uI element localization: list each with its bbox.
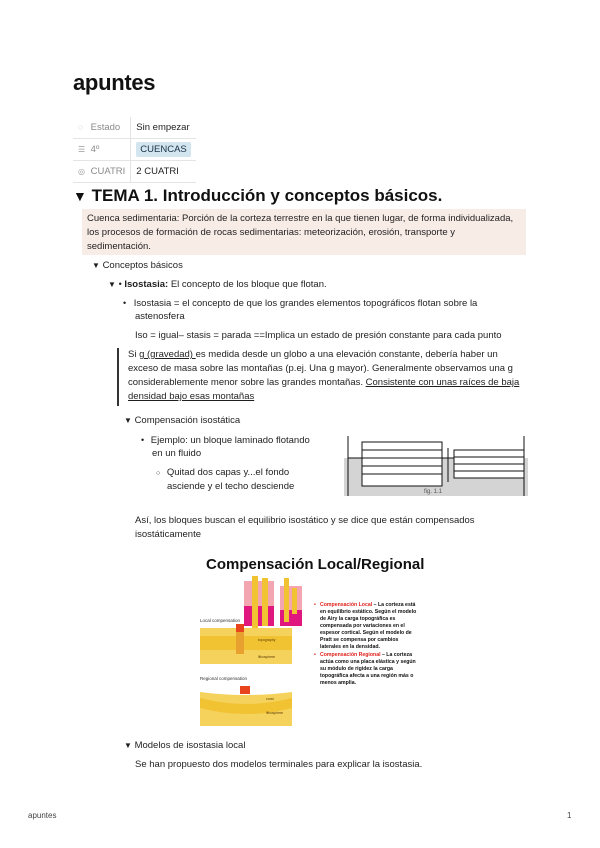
toggle-modelos[interactable]: [124, 739, 245, 753]
list-text: asciende y el techo desciende: [167, 481, 295, 492]
toggle-triangle-icon[interactable]: ▼: [92, 261, 100, 270]
property-tag: CUENCAS: [136, 142, 190, 157]
list-item: [156, 466, 289, 481]
list-text: Quitad dos capas y...el fondo: [166, 467, 290, 478]
page-number: 1: [567, 811, 572, 820]
laminated-block: [362, 442, 442, 486]
bullet-line: – La corteza: [380, 652, 412, 658]
page-title: apuntes: [73, 70, 156, 95]
toggle-triangle-icon[interactable]: ▼: [108, 280, 116, 289]
bullet-line: topográfica afecta a una región más o: [320, 673, 414, 679]
list-item: [123, 296, 477, 311]
quote-underline: g (gravedad): [139, 349, 196, 360]
bullet-line: espesor cortical. Según el modelo de: [320, 630, 412, 636]
term-description: El concepto de los bloque que flotan.: [168, 279, 327, 290]
list-text: astenosfera: [135, 311, 185, 322]
floating-block-diagram: [344, 436, 528, 496]
callout-line: Cuenca sedimentaria: Porción de la corteza terrestre en la que tienen lugar, de forma individualizada,: [87, 213, 514, 224]
term-bold: Isostasia:: [124, 279, 169, 290]
bullet-line: menos amplia.: [320, 680, 357, 686]
layer-label: crust: [266, 697, 274, 701]
status-icon: ◌: [78, 123, 83, 132]
diagram-caption: fig. 1.1: [424, 489, 443, 495]
layer-label: topography: [258, 638, 276, 642]
toggle-conceptos[interactable]: [92, 259, 183, 273]
list-text: Isostasia = el concepto de que los grandes elementos topográficos flotan sobre la: [133, 298, 478, 309]
property-key: 4º: [90, 144, 100, 155]
bullet-icon: •: [123, 298, 127, 308]
bullet-line: laterales en la densidad.: [320, 644, 380, 650]
toggle-isostasia[interactable]: [108, 277, 327, 292]
compensation-slide-image: [196, 548, 446, 726]
bullet-head: Compensación Regional: [320, 652, 381, 658]
regional-label: Regional compensation: [200, 676, 248, 681]
list-item: [141, 433, 310, 448]
circle-bullet-icon: ○: [156, 470, 161, 477]
svg-text:Compensación Regional – La cor: [320, 652, 412, 658]
property-row-cuatri[interactable]: [73, 161, 196, 183]
local-compensation-diagram: [200, 624, 292, 664]
bullet-line: compensada por variaciones en el: [320, 623, 405, 629]
quote-underline: Consistente con unas raíces de baja: [365, 377, 520, 388]
paragraph-line: Así, los bloques buscan el equilibrio isostático y se dice que están compensados: [135, 515, 475, 526]
paragraph-line: isostáticamente: [135, 529, 202, 540]
quote-text: es medida desde un globo a una elevación constante, debería haber un: [195, 349, 498, 360]
callout-line: sedimentación.: [87, 241, 151, 252]
property-value: 2 CUATRI: [136, 166, 179, 177]
toggle-triangle-icon[interactable]: ▼: [73, 188, 87, 204]
bullet-line: de Airy la carga topográfica es: [320, 616, 396, 622]
bullet-line: – La corteza está: [372, 602, 416, 608]
bullet-icon: •: [141, 435, 145, 445]
property-row-estado[interactable]: [73, 117, 196, 139]
section-heading[interactable]: [73, 186, 442, 206]
quote-block: [117, 348, 532, 406]
callout-line: los procesos de formación de rocas sedimentarias: meteorización, erosión, transporte y: [87, 227, 456, 238]
quote-text: considerablemente menor sobre las grandes montañas.: [128, 377, 366, 388]
svg-text:•: •: [314, 652, 316, 658]
property-key: Estado: [90, 122, 121, 133]
toggle-label: Compensación isostática: [134, 415, 241, 426]
property-value: Sin empezar: [136, 122, 190, 133]
toggle-triangle-icon[interactable]: ▼: [124, 416, 132, 425]
svg-text:Compensación Local – La cortez: [320, 602, 416, 608]
layer-label: lithosphere: [266, 711, 284, 715]
quote-underline: densidad bajo esas montañas: [128, 391, 255, 402]
property-row-curso[interactable]: [73, 139, 196, 161]
list-text: Ejemplo: un bloque laminado flotando: [150, 435, 310, 446]
heading-text: TEMA 1. Introducción y conceptos básicos.: [91, 186, 443, 205]
target-icon: ◎: [78, 167, 85, 176]
svg-text:•: •: [314, 602, 316, 608]
toggle-compensacion[interactable]: [124, 414, 240, 428]
list-icon: ☰: [78, 145, 86, 154]
layer-label: lithosphere: [258, 655, 276, 659]
quote-text: exceso de masa sobre las montañas (p.ej. Una g mayor). Generalmente observamos una g: [128, 363, 513, 374]
paragraph-line: Se han propuesto dos modelos terminales para explicar la isostasia.: [135, 759, 423, 770]
toggle-label: Conceptos básicos: [102, 260, 183, 271]
list-text: en un fluido: [152, 448, 202, 459]
definition-callout: [82, 209, 526, 255]
properties-table: [73, 117, 196, 183]
bullet-line: actúa como una placa elástica y según: [320, 659, 416, 665]
toggle-triangle-icon[interactable]: ▼: [124, 741, 132, 750]
slide-title: Compensación Local/Regional: [206, 556, 425, 573]
bullet-line: su módulo de rigidez la carga: [320, 666, 393, 672]
toggle-label: Modelos de isostasia local: [134, 740, 246, 751]
local-label: Local compensation: [200, 618, 241, 623]
bullet-icon: •: [118, 279, 122, 289]
footer-title: apuntes: [28, 811, 57, 820]
bullet-line: Pratt se compensa por cambios: [320, 637, 399, 643]
quote-text: Si: [128, 349, 140, 360]
property-key: CUATRI: [90, 166, 126, 177]
list-text: Iso = igual– stasis = parada ==Implica un estado de presión constante para cada punto: [135, 330, 502, 341]
bullet-line: en equilibrio estático. Según el modelo: [320, 609, 417, 615]
bullet-head: Compensación Local: [320, 602, 373, 608]
